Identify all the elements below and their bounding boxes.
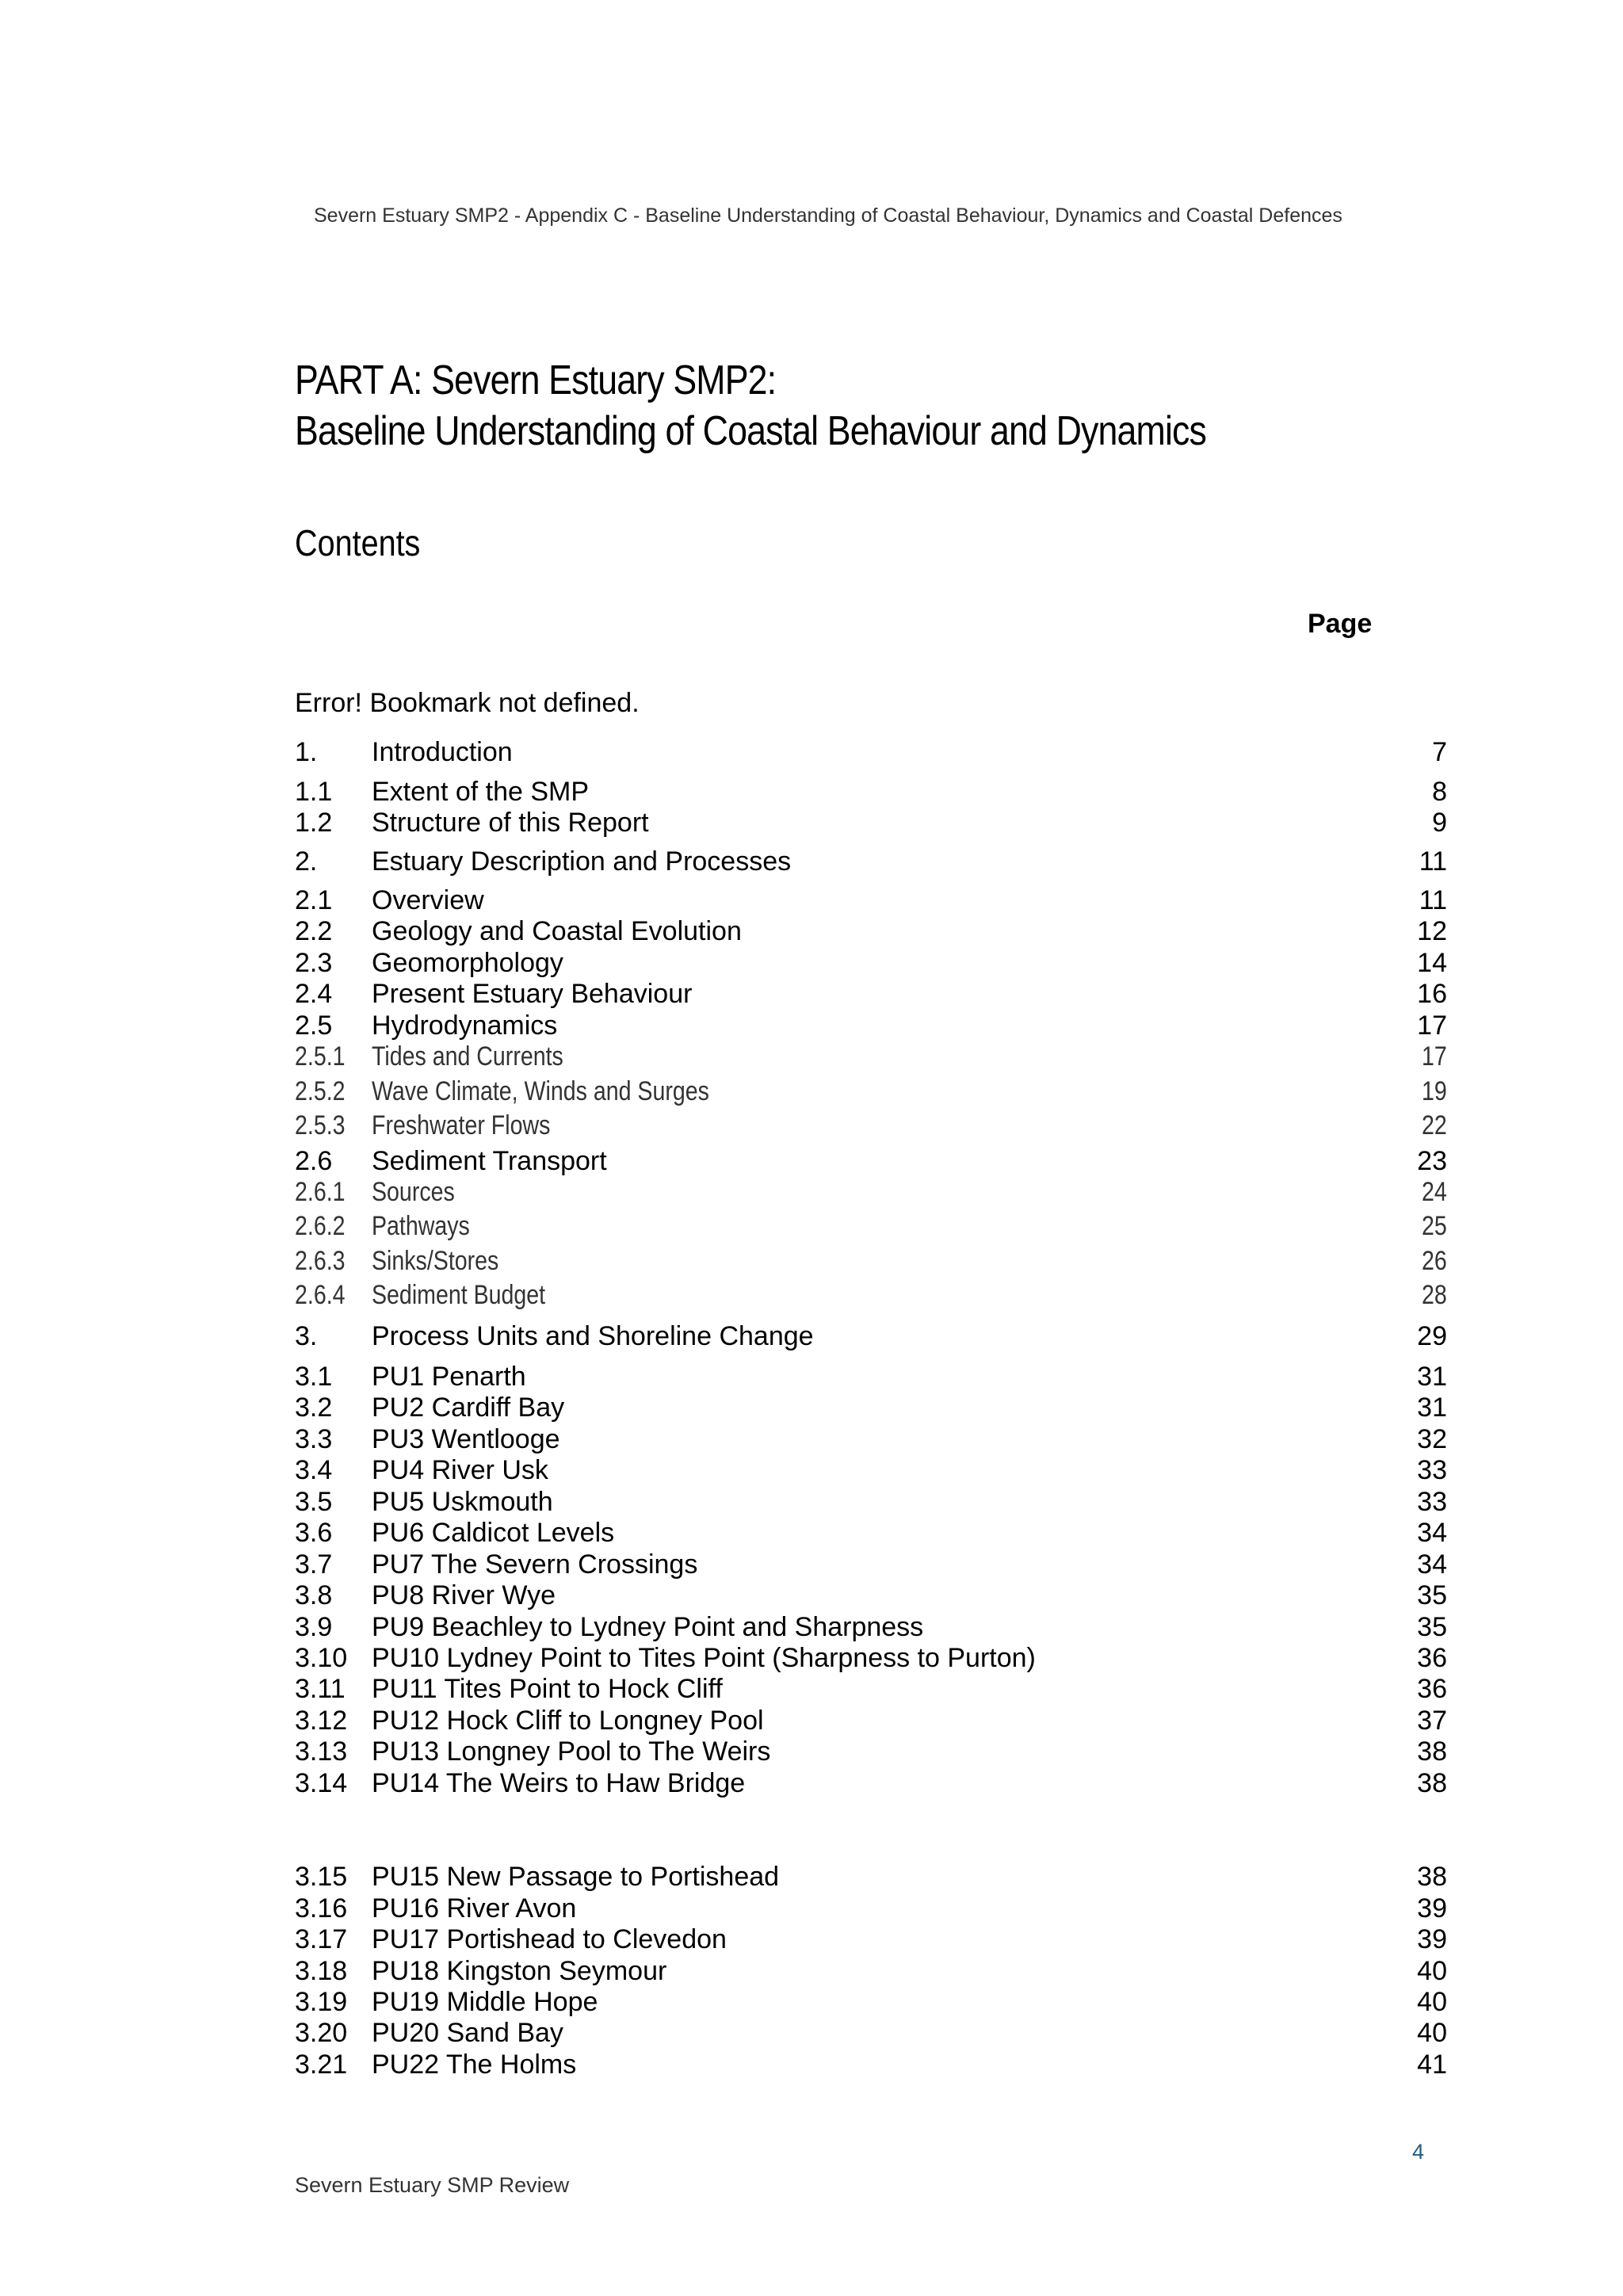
toc-entry-page: 11 xyxy=(1419,846,1447,877)
toc-entry-page: 14 xyxy=(1417,948,1447,978)
toc-entry-page: 40 xyxy=(1417,2018,1447,2048)
toc-entry-number: 2. xyxy=(295,846,318,877)
toc-entry-page: 36 xyxy=(1417,1674,1447,1704)
toc-entry-title: Process Units and Shoreline Change xyxy=(372,1321,814,1351)
toc-entry-title: Sediment Budget xyxy=(372,1280,546,1310)
footer-document-name: Severn Estuary SMP Review xyxy=(295,2173,570,2197)
toc-entry-page: 39 xyxy=(1417,1924,1447,1954)
toc-entry-number: 2.5.1 xyxy=(295,1041,346,1072)
part-title xyxy=(295,355,1317,457)
toc-entry[interactable] xyxy=(295,737,1447,769)
toc-entry-number: 3.2 xyxy=(295,1392,333,1423)
toc-entry-number: 2.5.2 xyxy=(295,1076,346,1106)
toc-entry-number: 3.3 xyxy=(295,1424,333,1454)
running-header: Severn Estuary SMP2 - Appendix C - Baseline Understanding of Coastal Behaviour, Dynamics and Coastal Defences xyxy=(314,204,1342,227)
toc-entry-number: 3.8 xyxy=(295,1580,333,1610)
toc-entry[interactable] xyxy=(295,1280,1447,1312)
toc-entry-number: 3.19 xyxy=(295,1987,348,2017)
toc-entry-page: 40 xyxy=(1417,1956,1447,1986)
toc-entry-number: 1. xyxy=(295,737,318,767)
toc-entry-number: 3.4 xyxy=(295,1455,333,1485)
toc-entry[interactable] xyxy=(295,1518,1447,1549)
toc-entry-page: 31 xyxy=(1417,1362,1447,1392)
toc-entry-page: 33 xyxy=(1417,1487,1447,1517)
toc-entry[interactable] xyxy=(295,1862,1447,1893)
toc-entry-number: 2.1 xyxy=(295,885,333,915)
toc-entry[interactable] xyxy=(295,1549,1447,1581)
toc-entry[interactable] xyxy=(295,1076,1447,1108)
toc-entry-title: Extent of the SMP xyxy=(372,777,590,807)
toc-entry[interactable] xyxy=(295,2018,1447,2050)
toc-entry[interactable] xyxy=(295,1612,1447,1644)
toc-entry-title: Present Estuary Behaviour xyxy=(372,979,693,1009)
toc-entry[interactable] xyxy=(295,1455,1447,1487)
toc-entry-page: 16 xyxy=(1417,979,1447,1009)
toc-entry[interactable] xyxy=(295,1110,1447,1142)
toc-entry[interactable] xyxy=(295,2050,1447,2081)
toc-entry-number: 2.6.2 xyxy=(295,1211,346,1241)
toc-entry-title: Introduction xyxy=(372,737,513,767)
toc-entry-page: 40 xyxy=(1417,1987,1447,2017)
toc-entry-number: 3.1 xyxy=(295,1362,333,1392)
toc-entry-page: 12 xyxy=(1417,916,1447,946)
toc-entry-title: PU4 River Usk xyxy=(372,1455,548,1485)
toc-entry-page: 24 xyxy=(1422,1177,1447,1207)
toc-entry-title: Wave Climate, Winds and Surges xyxy=(372,1076,709,1106)
toc-entry-page: 33 xyxy=(1417,1455,1447,1485)
toc-entry-number: 2.2 xyxy=(295,916,333,946)
toc-entry-title: Tides and Currents xyxy=(372,1041,563,1072)
part-title-line-2: Baseline Understanding of Coastal Behaviour and Dynamics xyxy=(295,408,1207,454)
toc-entry[interactable] xyxy=(295,1893,1447,1925)
toc-entry-number: 3.7 xyxy=(295,1549,333,1580)
toc-entry-page: 28 xyxy=(1422,1280,1447,1310)
toc-entry[interactable] xyxy=(295,1580,1447,1612)
toc-entry-title: PU10 Lydney Point to Tites Point (Sharpness to Purton) xyxy=(372,1643,1036,1673)
toc-entry-page: 23 xyxy=(1417,1146,1447,1176)
toc-entry-title: PU17 Portishead to Clevedon xyxy=(372,1924,727,1954)
toc-entry-page: 7 xyxy=(1432,737,1447,767)
toc-entry-title: Hydrodynamics xyxy=(372,1010,558,1041)
toc-entry-page: 17 xyxy=(1422,1041,1447,1072)
toc-entry[interactable] xyxy=(295,1706,1447,1737)
toc-entry-page: 34 xyxy=(1417,1549,1447,1580)
toc-entry[interactable] xyxy=(295,846,1447,878)
toc-entry[interactable] xyxy=(295,808,1447,839)
toc-entry-number: 2.5.3 xyxy=(295,1110,346,1140)
toc-entry-page: 32 xyxy=(1417,1424,1447,1454)
toc-entry-title: Sediment Transport xyxy=(372,1146,607,1176)
toc-entry-title: Estuary Description and Processes xyxy=(372,846,792,877)
toc-entry-title: Geomorphology xyxy=(372,948,563,978)
toc-entry-title: PU13 Longney Pool to The Weirs xyxy=(372,1736,771,1767)
toc-entry-number: 2.4 xyxy=(295,979,333,1009)
toc-entry[interactable] xyxy=(295,777,1447,808)
toc-entry-number: 3.16 xyxy=(295,1893,348,1924)
toc-entry-page: 38 xyxy=(1417,1862,1447,1892)
toc-entry-page: 38 xyxy=(1417,1736,1447,1767)
page-column-label: Page xyxy=(1308,609,1373,639)
toc-entry[interactable] xyxy=(295,1362,1447,1393)
toc-entry-title: PU18 Kingston Seymour xyxy=(372,1956,667,1986)
toc-entry-title: PU8 River Wye xyxy=(372,1580,556,1610)
toc-entry-title: PU6 Caldicot Levels xyxy=(372,1518,615,1548)
toc-entry-number: 3.5 xyxy=(295,1487,333,1517)
toc-entry-page: 34 xyxy=(1417,1518,1447,1548)
toc-entry-page: 19 xyxy=(1422,1076,1447,1106)
toc-entry-page: 22 xyxy=(1422,1110,1447,1140)
toc-entry-page: 29 xyxy=(1417,1321,1447,1351)
toc-entry-title: PU15 New Passage to Portishead xyxy=(372,1862,780,1892)
toc-entry-number: 3.10 xyxy=(295,1643,348,1673)
toc-entry[interactable] xyxy=(295,1674,1447,1706)
toc-entry-title: PU19 Middle Hope xyxy=(372,1987,598,2017)
toc-entry-number: 3.11 xyxy=(295,1674,346,1704)
toc-entry-title: PU2 Cardiff Bay xyxy=(372,1392,565,1423)
toc-entry-page: 26 xyxy=(1422,1246,1447,1276)
toc-entry-title: PU1 Penarth xyxy=(372,1362,526,1392)
toc-entry-number: 2.6.3 xyxy=(295,1246,346,1276)
toc-entry-title: PU14 The Weirs to Haw Bridge xyxy=(372,1768,746,1798)
toc-entry[interactable] xyxy=(295,1321,1447,1353)
toc-entry-number: 3.21 xyxy=(295,2050,348,2080)
toc-entry[interactable] xyxy=(295,1246,1447,1278)
toc-entry-page: 35 xyxy=(1417,1580,1447,1610)
toc-entry-number: 3. xyxy=(295,1321,318,1351)
toc-entry[interactable] xyxy=(295,916,1447,948)
toc-entry-page: 9 xyxy=(1432,808,1447,838)
contents-heading: Contents xyxy=(295,522,421,563)
toc-entry[interactable] xyxy=(295,948,1447,980)
toc-entry-page: 35 xyxy=(1417,1612,1447,1642)
toc-entry-number: 1.1 xyxy=(295,777,333,807)
toc-entry-title: PU9 Beachley to Lydney Point and Sharpness xyxy=(372,1612,924,1642)
bookmark-error-message: Error! Bookmark not defined. xyxy=(295,688,640,718)
toc-entry-title: PU22 The Holms xyxy=(372,2050,577,2080)
toc-entry-page: 8 xyxy=(1432,777,1447,807)
toc-entry-title: Structure of this Report xyxy=(372,808,649,838)
toc-entry-number: 3.14 xyxy=(295,1768,348,1798)
toc-entry[interactable] xyxy=(295,979,1447,1010)
toc-entry-number: 2.3 xyxy=(295,948,333,978)
toc-entry-title: Sources xyxy=(372,1177,455,1207)
toc-entry-title: Geology and Coastal Evolution xyxy=(372,916,742,946)
toc-entry-number: 3.6 xyxy=(295,1518,333,1548)
toc-entry[interactable] xyxy=(295,1010,1447,1042)
toc-entry-title: PU7 The Severn Crossings xyxy=(372,1549,698,1580)
toc-entry[interactable] xyxy=(295,1487,1447,1519)
toc-entry-title: PU11 Tites Point to Hock Cliff xyxy=(372,1674,723,1704)
toc-entry-number: 3.20 xyxy=(295,2018,348,2048)
toc-entry-page: 11 xyxy=(1419,885,1447,915)
toc-entry-number: 2.6 xyxy=(295,1146,333,1176)
toc-entry-title: PU12 Hock Cliff to Longney Pool xyxy=(372,1706,764,1736)
toc-entry[interactable] xyxy=(295,1736,1447,1768)
toc-entry-title: Sinks/Stores xyxy=(372,1246,499,1276)
toc-entry-page: 31 xyxy=(1417,1392,1447,1423)
toc-entry-number: 1.2 xyxy=(295,808,333,838)
toc-entry[interactable] xyxy=(295,1768,1447,1800)
toc-entry[interactable] xyxy=(295,1392,1447,1424)
page-number: 4 xyxy=(1412,2140,1425,2164)
toc-entry-title: PU20 Sand Bay xyxy=(372,2018,563,2048)
toc-entry-page: 17 xyxy=(1417,1010,1447,1041)
toc-entry-title: PU3 Wentlooge xyxy=(372,1424,560,1454)
toc-entry-page: 38 xyxy=(1417,1768,1447,1798)
toc-entry-page: 25 xyxy=(1422,1211,1447,1241)
toc-entry[interactable] xyxy=(295,1424,1447,1456)
toc-entry[interactable] xyxy=(295,1643,1447,1675)
toc-entry-number: 2.5 xyxy=(295,1010,333,1041)
toc-entry[interactable] xyxy=(295,885,1447,917)
toc-entry[interactable] xyxy=(295,1146,1447,1178)
toc-entry-page: 39 xyxy=(1417,1893,1447,1924)
toc-entry-title: PU5 Uskmouth xyxy=(372,1487,553,1517)
toc-entry[interactable] xyxy=(295,1924,1447,1956)
toc-entry-title: Overview xyxy=(372,885,484,915)
toc-entry[interactable] xyxy=(295,1041,1447,1073)
toc-entry-number: 3.12 xyxy=(295,1706,348,1736)
toc-entry-number: 3.9 xyxy=(295,1612,333,1642)
toc-entry-page: 37 xyxy=(1417,1706,1447,1736)
toc-entry-number: 3.17 xyxy=(295,1924,348,1954)
toc-entry-title: Freshwater Flows xyxy=(372,1110,551,1140)
toc-entry-number: 3.18 xyxy=(295,1956,348,1986)
toc-entry-page: 41 xyxy=(1417,2050,1447,2080)
toc-entry-title: PU16 River Avon xyxy=(372,1893,577,1924)
toc-entry-title: Pathways xyxy=(372,1211,470,1241)
toc-entry-number: 2.6.4 xyxy=(295,1280,346,1310)
toc-entry[interactable] xyxy=(295,1956,1447,1988)
toc-entry-number: 2.6.1 xyxy=(295,1177,346,1207)
toc-entry-page: 36 xyxy=(1417,1643,1447,1673)
toc-entry-number: 3.15 xyxy=(295,1862,348,1892)
toc-entry[interactable] xyxy=(295,1211,1447,1243)
part-title-line-1: PART A: Severn Estuary SMP2: xyxy=(295,357,777,403)
toc-entry-number: 3.13 xyxy=(295,1736,348,1767)
toc-entry[interactable] xyxy=(295,1987,1447,2019)
toc-entry[interactable] xyxy=(295,1177,1447,1209)
